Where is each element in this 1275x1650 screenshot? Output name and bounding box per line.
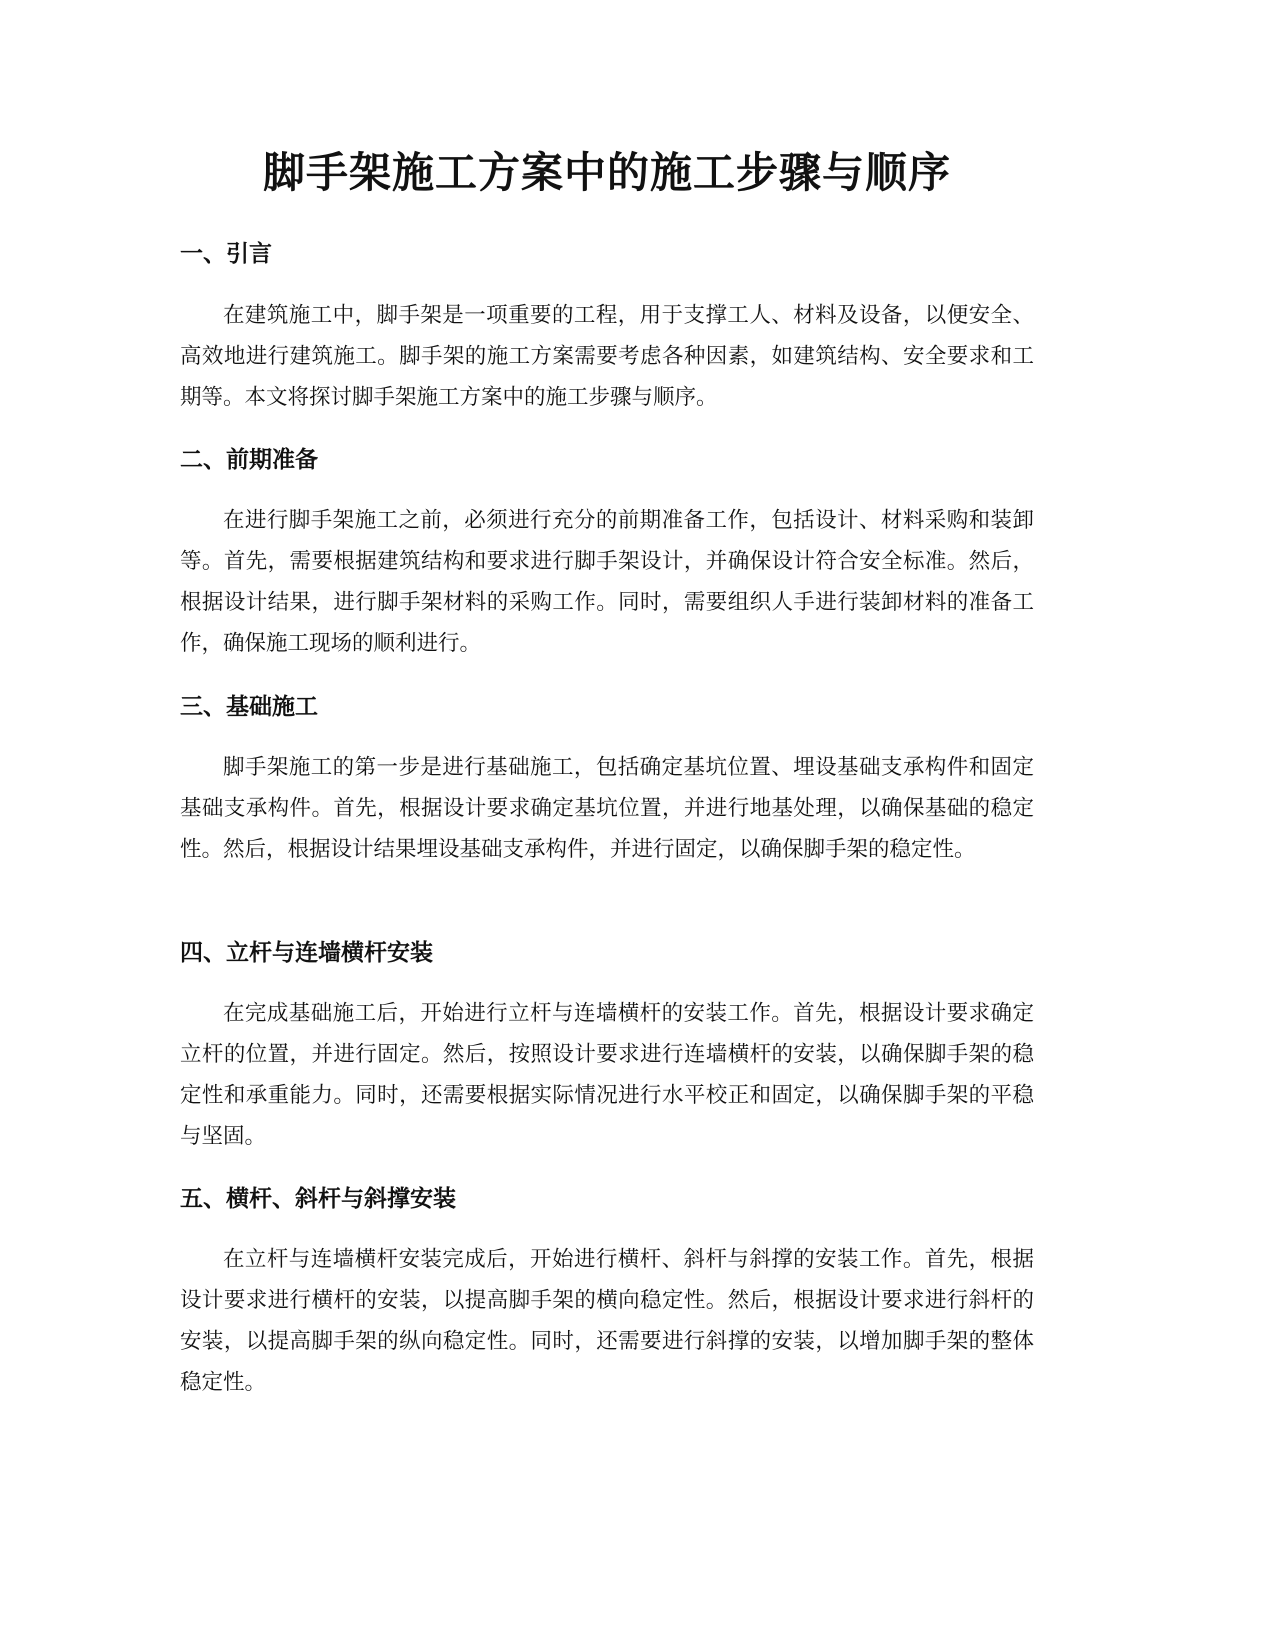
section-heading-uprights: 四、立杆与连墙横杆安装 bbox=[180, 940, 433, 966]
section-body-uprights: 在完成基础施工后，开始进行立杆与连墙横杆的安装工作。首先，根据设计要求确定立杆的位置，并进行固定。然后，按照设计要求进行连墙横杆的安装，以确保脚手架的稳定性和承重能力。同时，还需要根据实际情况进行水平校正和固定，以确保脚手架的平稳与坚固。 bbox=[180, 1001, 1034, 1149]
section-body-introduction: 在建筑施工中，脚手架是一项重要的工程，用于支撑工人、材料及设备，以便安全、高效地进行建筑施工。脚手架的施工方案需要考虑各种因素，如建筑结构、安全要求和工期等。本文将探讨脚手架施工方案中的施工步骤与顺序。 bbox=[180, 303, 1034, 410]
section-heading-foundation: 三、基础施工 bbox=[180, 694, 318, 720]
section-heading-preparation: 二、前期准备 bbox=[180, 447, 318, 473]
section-heading-braces: 五、横杆、斜杆与斜撑安装 bbox=[180, 1186, 456, 1212]
document-title: 脚手架施工方案中的施工步骤与顺序 bbox=[262, 148, 951, 197]
section-heading-introduction: 一、引言 bbox=[180, 241, 272, 267]
section-body-preparation: 在进行脚手架施工之前，必须进行充分的前期准备工作，包括设计、材料采购和装卸等。首先，需要根据建筑结构和要求进行脚手架设计，并确保设计符合安全标准。然后，根据设计结果，进行脚手架材料的采购工作。同时，需要组织人手进行装卸材料的准备工作，确保施工现场的顺利进行。 bbox=[180, 508, 1034, 656]
section-body-foundation: 脚手架施工的第一步是进行基础施工，包括确定基坑位置、埋设基础支承构件和固定基础支承构件。首先，根据设计要求确定基坑位置，并进行地基处理，以确保基础的稳定性。然后，根据设计结果埋设基础支承构件，并进行固定，以确保脚手架的稳定性。 bbox=[180, 755, 1034, 862]
section-body-braces: 在立杆与连墙横杆安装完成后，开始进行横杆、斜杆与斜撑的安装工作。首先，根据设计要求进行横杆的安装，以提高脚手架的横向稳定性。然后，根据设计要求进行斜杆的安装，以提高脚手架的纵向稳定性。同时，还需要进行斜撑的安装，以增加脚手架的整体稳定性。 bbox=[180, 1247, 1034, 1395]
